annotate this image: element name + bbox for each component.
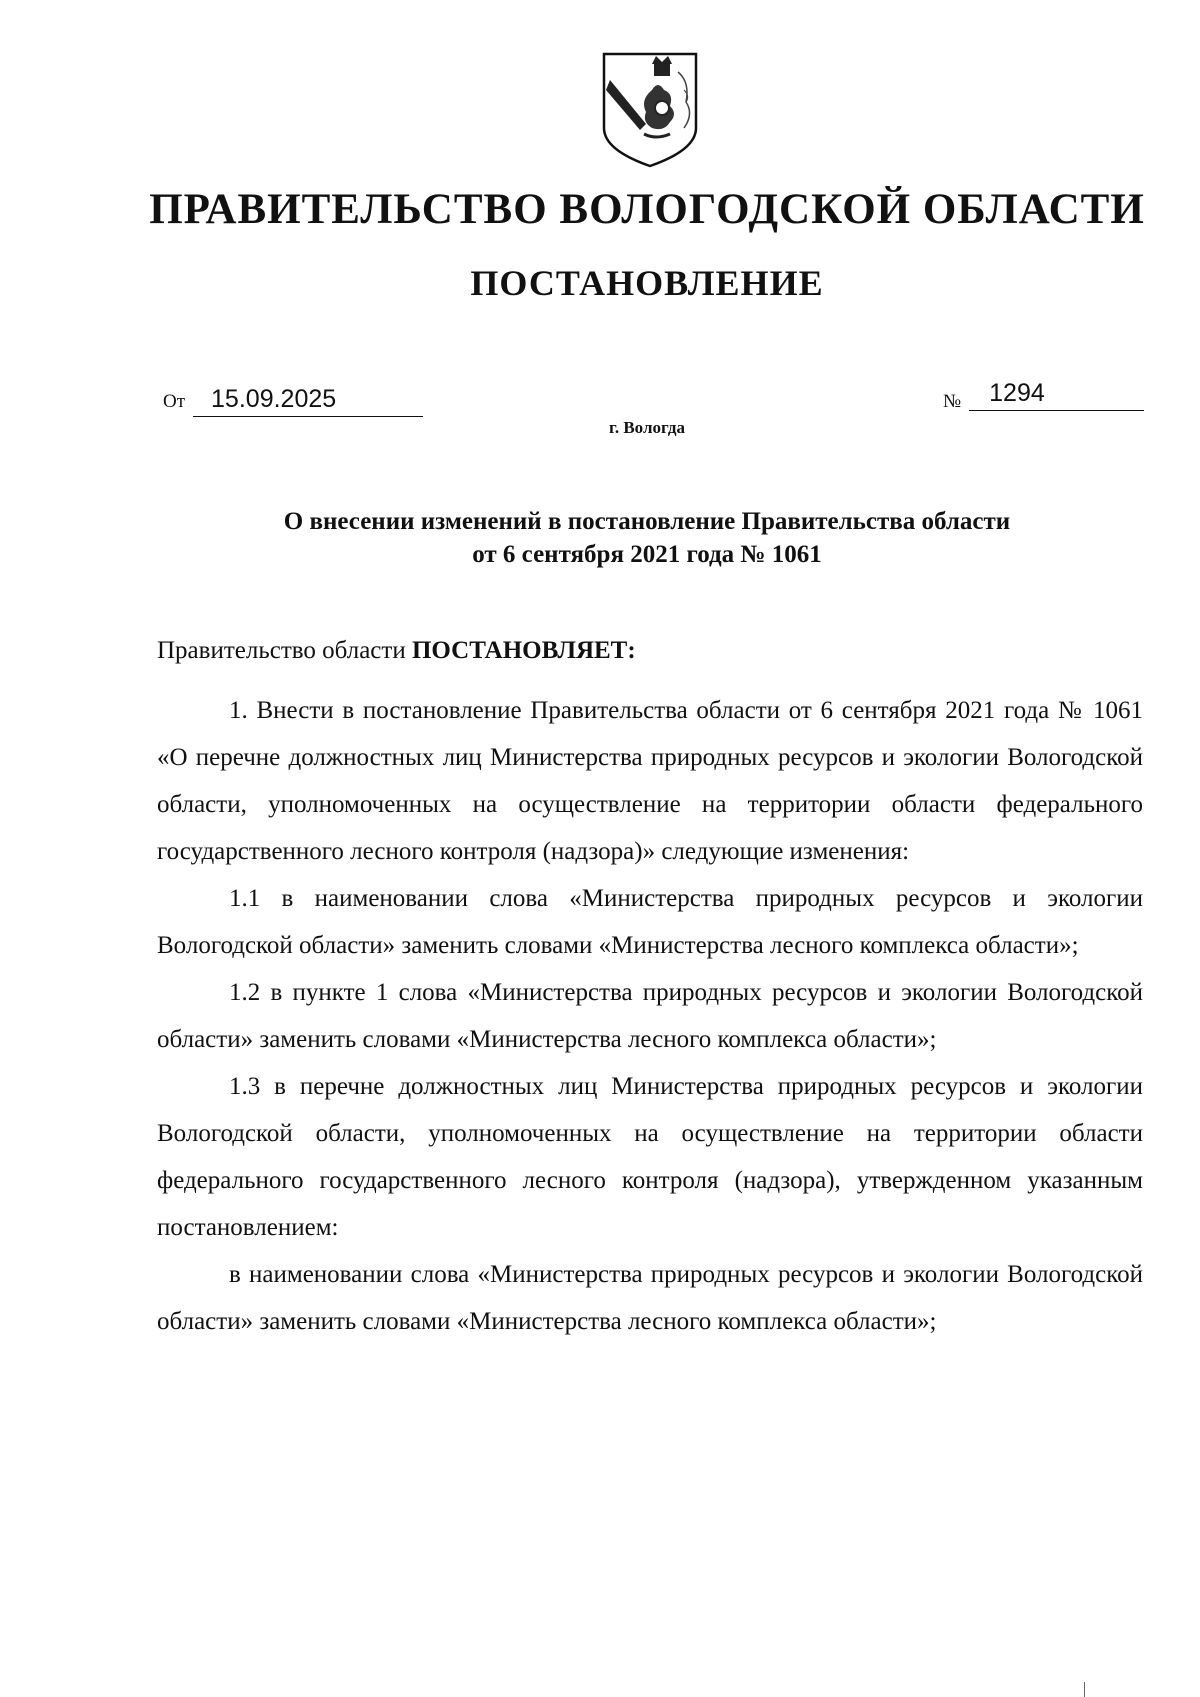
- document-type: ПОСТАНОВЛЕНИЕ: [470, 263, 824, 303]
- date-value: 15.09.2025: [193, 385, 423, 417]
- number-prefix: №: [943, 391, 962, 412]
- document-date: [163, 385, 423, 421]
- paragraph-1-3-sub: в наименовании слова «Министерства природных ресурсов и экологии Вологодской области» заменить словами «Министерства лесного комплекса области»;: [157, 1261, 1143, 1335]
- paragraph-1-3: 1.3 в перечне должностных лиц Министерства природных ресурсов и экологии Вологодской области, уполномоченных на осуществление на территории области федерального государственного лесного контроля (надзора), утвержденном указанным постановлением:: [157, 1073, 1143, 1241]
- lead-text: Правительство области: [157, 637, 412, 664]
- margin-mark: [1084, 1682, 1085, 1697]
- number-value: 1294: [969, 379, 1144, 411]
- paragraph-1-2: 1.2 в пункте 1 слова «Министерства природных ресурсов и экологии Вологодской области» заменить словами «Министерства лесного комплекса области»;: [157, 979, 1143, 1053]
- subject-line-1: О внесении изменений в постановление Правительства области: [283, 508, 1011, 535]
- lead-bold: ПОСТАНОВЛЯЕТ:: [411, 637, 636, 664]
- document-subject: [0, 505, 1200, 571]
- paragraph-1-1: 1.1 в наименовании слова «Министерства природных ресурсов и экологии Вологодской области» заменить словами «Министерства лесного комплекса области»;: [157, 885, 1143, 959]
- paragraph-1: 1. Внести в постановление Правительства области от 6 сентября 2021 года № 1061 «О перечне должностных лиц Министерства природных ресурсов и экологии Вологодской области, уполномоченных на осуществление на территории области федерального государственного лесного контроля (надзора)» следующие изменения:: [157, 697, 1143, 865]
- document-body: [157, 627, 1143, 1345]
- resolution-lead: [157, 627, 1143, 674]
- organization-title: ПРАВИТЕЛЬСТВО ВОЛОГОДСКОЙ ОБЛАСТИ: [149, 186, 1145, 233]
- date-prefix: От: [163, 391, 186, 412]
- city-label: г. Вологда: [609, 418, 685, 437]
- subject-line-2: от 6 сентября 2021 года № 1061: [472, 541, 822, 568]
- coat-of-arms-emblem: [600, 50, 700, 168]
- document-number: [943, 379, 1144, 421]
